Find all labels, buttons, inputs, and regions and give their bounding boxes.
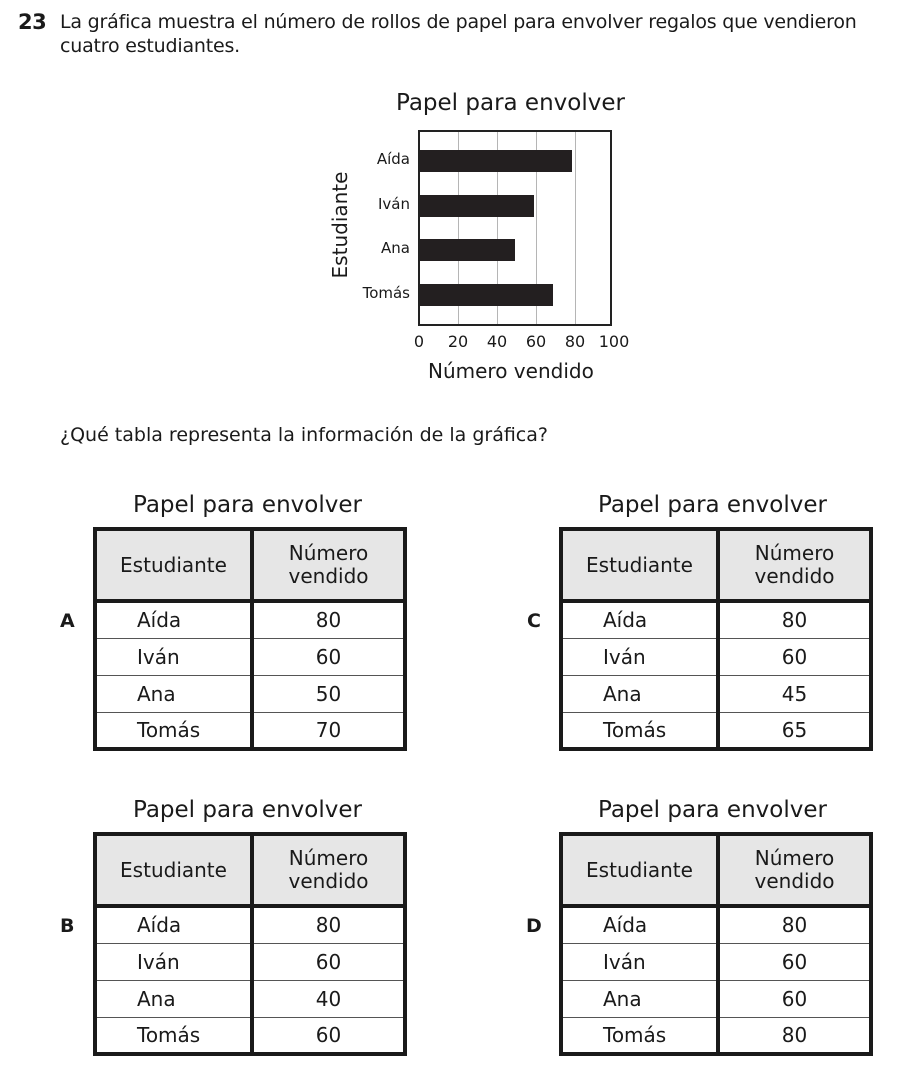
header-number: Número vendido [252, 834, 405, 906]
plot-area [418, 130, 612, 326]
chart-title: Papel para envolver [396, 90, 625, 116]
y-tick-label: Iván [378, 195, 410, 213]
header-number: Número vendido [718, 834, 871, 906]
table-title: Papel para envolver [133, 797, 362, 823]
answer-table-d [559, 832, 873, 1056]
header-student: Estudiante [95, 834, 252, 906]
table-title: Papel para envolver [598, 492, 827, 518]
option-letter[interactable]: B [60, 915, 75, 937]
option-letter[interactable]: D [526, 915, 542, 937]
table-row: Aída 80 [95, 906, 405, 943]
y-tick-label: Aída [376, 150, 410, 168]
table-row: Iván 60 [561, 943, 871, 980]
question-number: 23 [18, 10, 47, 34]
question-prompt: ¿Qué tabla representa la información de la gráfica? [60, 424, 548, 446]
header-student: Estudiante [561, 834, 718, 906]
table-row: Ana 60 [561, 980, 871, 1017]
table-row: Aída 80 [561, 601, 871, 638]
table-row: Tomás 70 [95, 712, 405, 749]
table-title: Papel para envolver [133, 492, 362, 518]
table-row: Ana 45 [561, 675, 871, 712]
table-row: Tomás 60 [95, 1017, 405, 1054]
question-stem: La gráfica muestra el número de rollos de papel para envolver regalos que vendieron cuatro estudiantes. [60, 11, 857, 57]
y-tick-label: Ana [381, 239, 410, 257]
x-tick-label: 40 [486, 332, 508, 351]
x-tick-label: 100 [598, 332, 630, 351]
table-row: Aída 80 [561, 906, 871, 943]
table-row: Aída 80 [95, 601, 405, 638]
answer-table-c [559, 527, 873, 751]
table-row: Tomás 65 [561, 712, 871, 749]
gridline [575, 132, 576, 324]
bar-tomas [420, 284, 553, 306]
table-row: Tomás 80 [561, 1017, 871, 1054]
y-axis-title: Estudiante [328, 171, 352, 279]
header-student: Estudiante [561, 529, 718, 601]
y-tick-label: Tomás [362, 284, 410, 302]
table-row: Iván 60 [95, 943, 405, 980]
x-tick-label: 0 [413, 332, 425, 351]
answer-table-b [93, 832, 407, 1056]
x-tick-label: 20 [447, 332, 469, 351]
bar-ivan [420, 195, 534, 217]
x-tick-label: 60 [525, 332, 547, 351]
table-title: Papel para envolver [598, 797, 827, 823]
header-student: Estudiante [95, 529, 252, 601]
bar-aida [420, 150, 572, 172]
x-axis-title: Número vendido [428, 359, 594, 383]
answer-table-a [93, 527, 407, 751]
x-tick-label: 80 [564, 332, 586, 351]
table-row: Ana 50 [95, 675, 405, 712]
option-letter[interactable]: A [60, 610, 75, 632]
table-row: Ana 40 [95, 980, 405, 1017]
table-row: Iván 60 [561, 638, 871, 675]
header-number: Número vendido [252, 529, 405, 601]
table-row: Iván 60 [95, 638, 405, 675]
bar-ana [420, 239, 515, 261]
option-letter[interactable]: C [527, 610, 541, 632]
header-number: Número vendido [718, 529, 871, 601]
